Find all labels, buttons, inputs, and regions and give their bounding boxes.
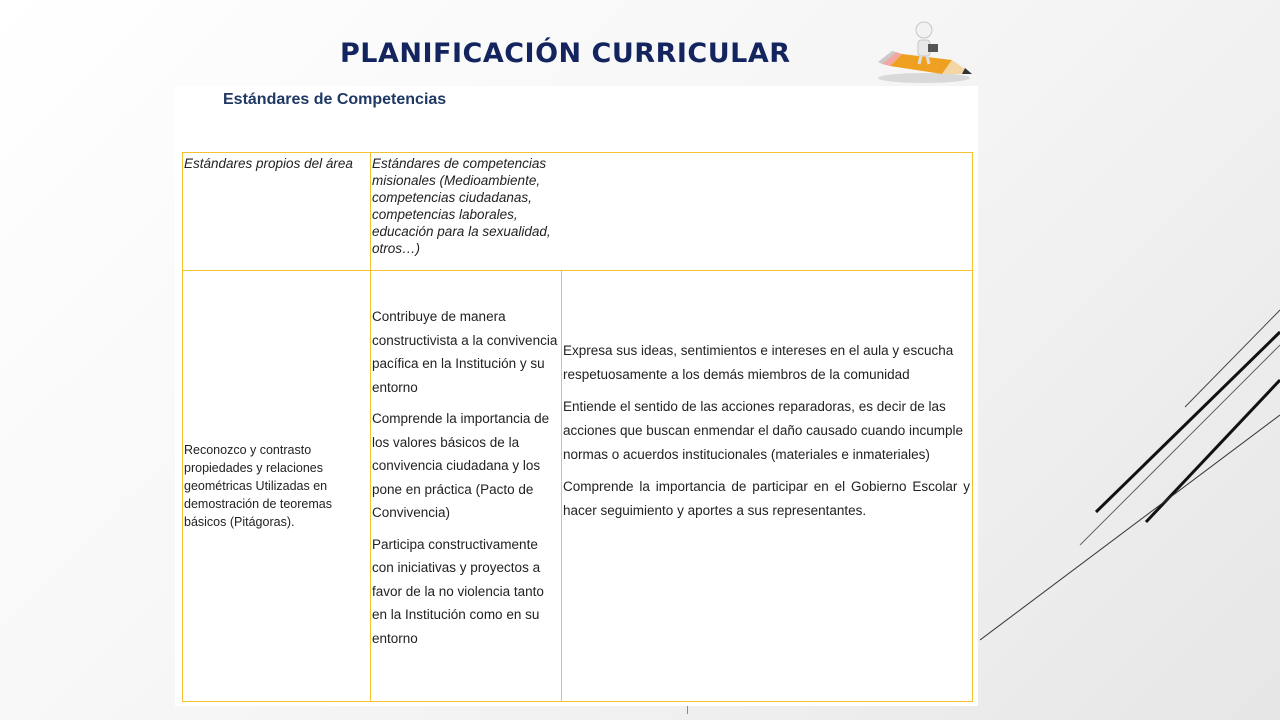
table-row <box>183 271 973 702</box>
pencil-person-icon <box>872 16 978 84</box>
competency-item: Expresa sus ideas, sentimientos e intereses en el aula y escucha respetuosamente a los demás miembros de la comunidad <box>563 343 954 382</box>
competency-item: Comprende la importancia de los valores básicos de la convivencia ciudadana y los pone en práctica (Pacto de Convivencia) <box>372 411 550 520</box>
area-standard-cell: Reconozco y contrasto propiedades y relaciones geométricas Utilizadas en demostración de teoremas básicos (Pitágoras). <box>183 271 371 702</box>
header-area-standards: Estándares propios del área <box>183 153 371 271</box>
mission-competencies-cell <box>371 271 562 702</box>
header-mission-standards <box>371 153 973 271</box>
competency-item: Contribuye de manera constructivista a la convivencia pacífica en la Institución y su entorno <box>372 309 558 395</box>
competency-item: Entiende el sentido de las acciones reparadoras, es decir de las acciones que buscan enmendar el daño causado cuando incumple normas o acuerdos institucionales (materiales e inmateriales) <box>563 399 964 462</box>
document-heading: Estándares de Competencias <box>223 91 447 108</box>
standards-document <box>175 86 978 706</box>
table-header-row <box>183 153 973 271</box>
standards-table <box>182 152 973 702</box>
slide-title: PLANIFICACIÓN CURRICULAR <box>340 38 791 69</box>
competency-item: Participa constructivamente con iniciativas y proyectos a favor de la no violencia tanto en la Institución como en su entorno <box>372 536 544 646</box>
diagonal-lines-decoration <box>960 300 1280 720</box>
divider-tick <box>687 706 688 714</box>
citizen-competencies-cell <box>562 271 973 702</box>
competency-item: Comprende la importancia de participar en el Gobierno Escolar y hacer seguimiento y aportes a sus representantes. <box>563 479 970 518</box>
header-mission-standards-text: Estándares de competencias misionales (Medioambiente, competencias ciudadanas, competencias laborales, educación para la sexualidad, otros…) <box>372 156 551 256</box>
